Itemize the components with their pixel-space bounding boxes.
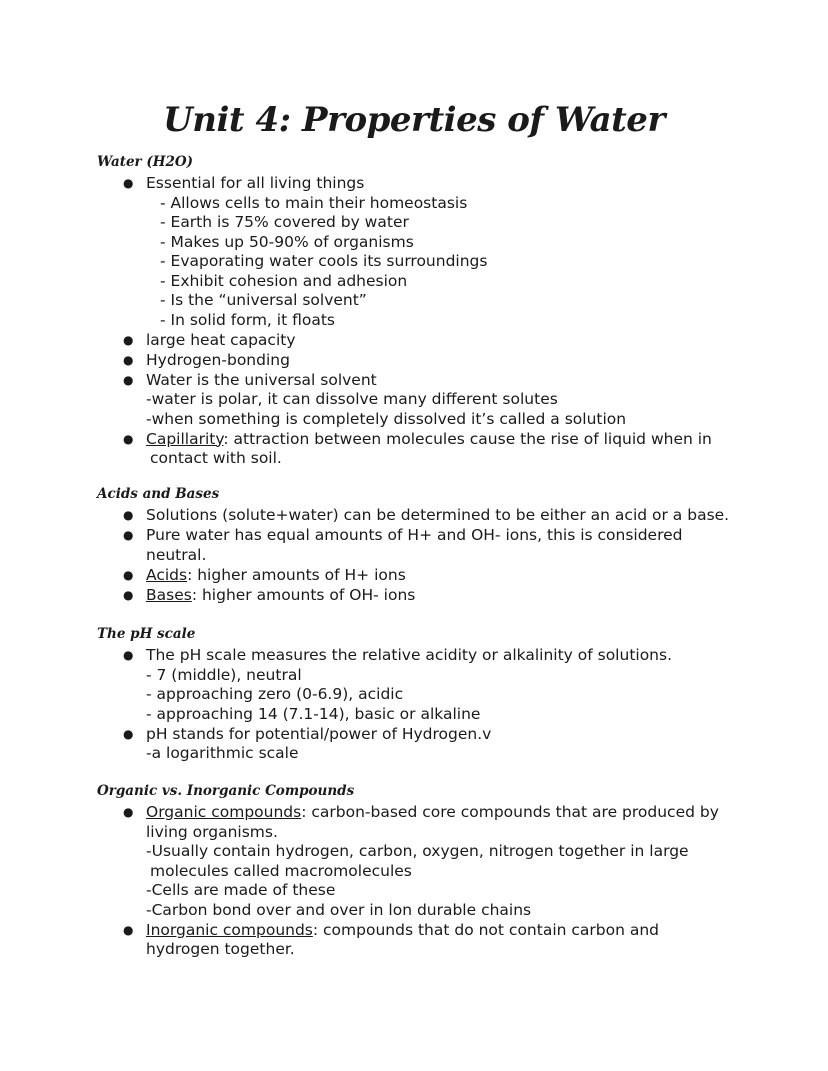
list-item [97, 921, 747, 960]
bullet-icon: ● [123, 587, 134, 602]
page-title: Unit 4: Properties of Water [163, 100, 665, 140]
section-heading: Acids and Bases [97, 486, 220, 502]
item-text: Pure water has equal amounts of H+ and OH- ions, this is considered [146, 526, 683, 544]
sub-item: -when something is completely dissolved it’s called a solution [146, 409, 627, 428]
item-text: Water is the universal solvent [146, 370, 377, 389]
item-text: : higher amounts of H+ ions [187, 565, 406, 584]
sub-item: - approaching zero (0-6.9), acidic [146, 685, 404, 703]
sub-item: - In solid form, it floats [160, 310, 335, 329]
term-capillarity: Capillarity [146, 429, 224, 448]
list-item [97, 803, 747, 920]
bullet-icon: ● [123, 805, 134, 819]
term-inorganic-compounds: Inorganic compounds [146, 920, 313, 939]
sub-item: -a logarithmic scale [146, 744, 299, 762]
term-bases: Bases [146, 585, 192, 604]
list-item [97, 566, 747, 586]
item-continuation: contact with soil. [150, 449, 282, 467]
item-text: Essential for all living things [146, 174, 365, 192]
sub-item: -water is polar, it can dissolve many different solutes [146, 390, 558, 408]
bullet-icon: ● [123, 648, 134, 662]
list-item [97, 430, 747, 469]
bullet-icon: ● [123, 352, 134, 367]
term-organic-compounds: Organic compounds [146, 803, 302, 821]
section-water [97, 152, 747, 469]
item-text: pH stands for potential/power of Hydrogen.v [146, 724, 492, 743]
list-item [97, 174, 747, 330]
bullet-icon: ● [123, 528, 134, 542]
section-acids-bases [97, 484, 747, 606]
item-text: Solutions (solute+water) can be determined to be either an acid or a base. [146, 506, 730, 524]
item-text: : compounds that do not contain carbon and [312, 920, 660, 939]
item-text: The pH scale measures the relative acidity or alkalinity of solutions. [146, 646, 673, 664]
sub-item: -Usually contain hydrogen, carbon, oxygen, nitrogen together in large [146, 842, 689, 860]
bullet-icon: ● [123, 176, 134, 190]
item-text: : higher amounts of OH- ions [191, 585, 416, 604]
bullet-icon: ● [123, 431, 134, 446]
item-text: large heat capacity [146, 330, 296, 349]
bullet-icon: ● [123, 726, 134, 741]
section-compounds [97, 781, 747, 960]
sub-item: - Evaporating water cools its surroundings [160, 252, 488, 270]
list-item [97, 646, 747, 724]
bullet-list [97, 174, 747, 469]
sub-item: - Earth is 75% covered by water [160, 213, 409, 231]
bullet-list [97, 646, 747, 764]
bullet-icon: ● [123, 372, 134, 387]
item-text: : carbon-based core compounds that are produced by [301, 803, 719, 821]
section-heading: The pH scale [97, 626, 196, 642]
list-item [97, 526, 747, 565]
item-text: Hydrogen-bonding [146, 350, 290, 369]
sub-item: -Cells are made of these [146, 881, 336, 899]
bullet-list [97, 803, 747, 960]
bullet-list [97, 506, 747, 605]
sub-item: - approaching 14 (7.1-14), basic or alkaline [146, 704, 481, 723]
sub-item: - Is the “universal solvent” [160, 291, 367, 309]
list-item [97, 586, 747, 606]
item-continuation: living organisms. [146, 822, 278, 841]
sub-item: molecules called macromolecules [150, 861, 412, 880]
sub-item: - 7 (middle), neutral [146, 665, 302, 684]
item-text: : attraction between molecules cause the rise of liquid when in [223, 429, 712, 448]
list-item [97, 725, 747, 764]
sub-item: - Makes up 50-90% of organisms [160, 232, 414, 251]
section-ph-scale [97, 624, 747, 764]
section-heading: Water (H2O) [97, 154, 194, 170]
list-item [97, 351, 747, 371]
sub-item: - Exhibit cohesion and adhesion [160, 271, 408, 290]
bullet-icon: ● [123, 922, 134, 937]
list-item [97, 371, 747, 430]
section-heading: Organic vs. Inorganic Compounds [97, 783, 355, 799]
bullet-icon: ● [123, 332, 134, 347]
item-continuation: neutral. [146, 545, 207, 564]
sub-item: - Allows cells to main their homeostasis [160, 193, 468, 212]
bullet-icon: ● [123, 508, 134, 522]
list-item [97, 506, 747, 526]
sub-item: -Carbon bond over and over in lon durable chains [146, 900, 532, 919]
item-continuation: hydrogen together. [146, 940, 295, 958]
bullet-icon: ● [123, 567, 134, 582]
term-acids: Acids [146, 565, 188, 584]
list-item [97, 331, 747, 351]
